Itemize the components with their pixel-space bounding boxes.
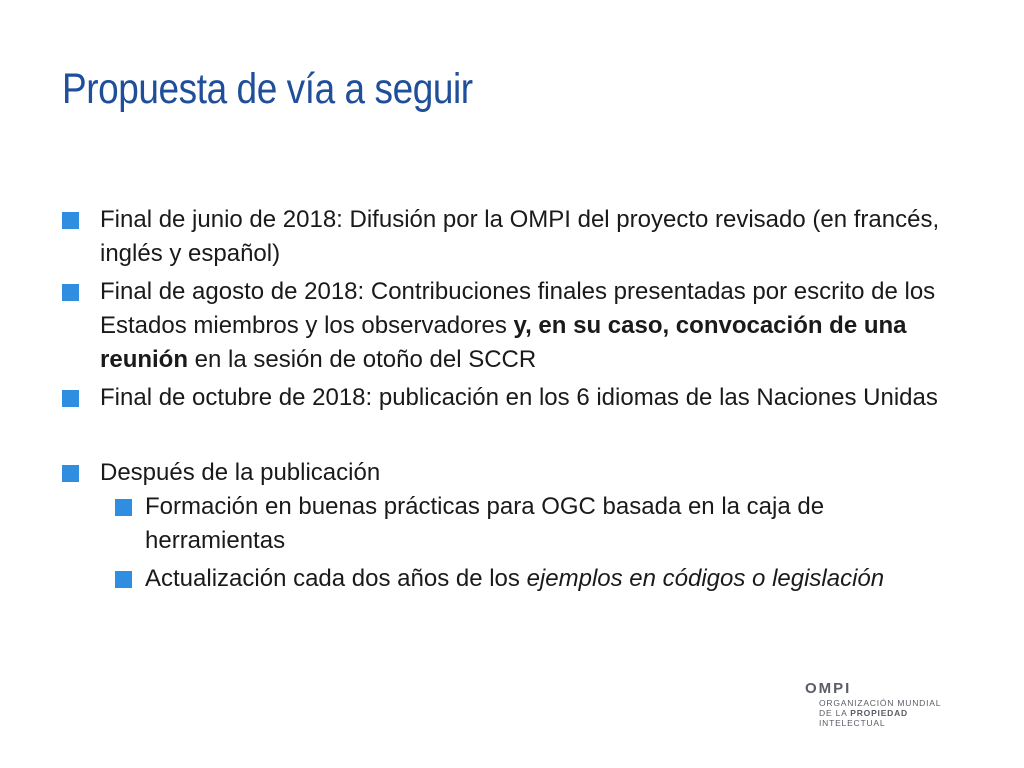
bullet-text: Final de agosto de 2018: Contribuciones finales presentadas por escrito de los Estados miembros y los observadores [100,278,936,339]
square-bullet-icon [115,571,132,588]
bullet-item [60,381,960,415]
slide-title: Propuesta de vía a seguir [62,65,473,113]
bullet-item [60,456,960,490]
logo-line-bold: PROPIEDAD [850,708,909,718]
logo-line: ORGANIZACIÓN MUNDIAL [819,698,942,708]
sub-bullet-item [60,562,960,596]
square-bullet-icon [115,499,132,516]
sub-bullet-text: Actualización cada dos años de los [145,565,527,592]
square-bullet-icon [62,284,79,301]
bullet-text: Final de junio de 2018: Difusión por la OMPI del proyecto revisado (en francés, inglés y español) [100,206,940,267]
logo-line: INTELECTUAL [819,718,886,728]
bullet-text: Final de octubre de 2018: publicación en los 6 idiomas de las Naciones Unidas [100,384,938,411]
bullet-item [60,203,960,271]
logo-line-prefix: DE LA [819,708,851,718]
ompi-logo [805,680,995,728]
bullet-item [60,275,960,377]
sub-bullet-item [60,490,960,558]
bullet-list [60,203,960,596]
bullet-text: en la sesión de otoño del SCCR [188,346,537,373]
square-bullet-icon [62,390,79,407]
logo-line [805,708,995,718]
sub-bullet-text-italic: ejemplos en códigos o legislación [526,565,885,592]
square-bullet-icon [62,212,79,229]
logo-title: OMPI [805,680,852,697]
sub-bullet-text: Formación en buenas prácticas para OGC basada en la caja de herramientas [145,493,825,554]
square-bullet-icon [62,465,79,482]
bullet-text: Después de la publicación [100,459,381,486]
bullet-text-bold: y, en su caso, convocación de una reunión [100,312,907,373]
